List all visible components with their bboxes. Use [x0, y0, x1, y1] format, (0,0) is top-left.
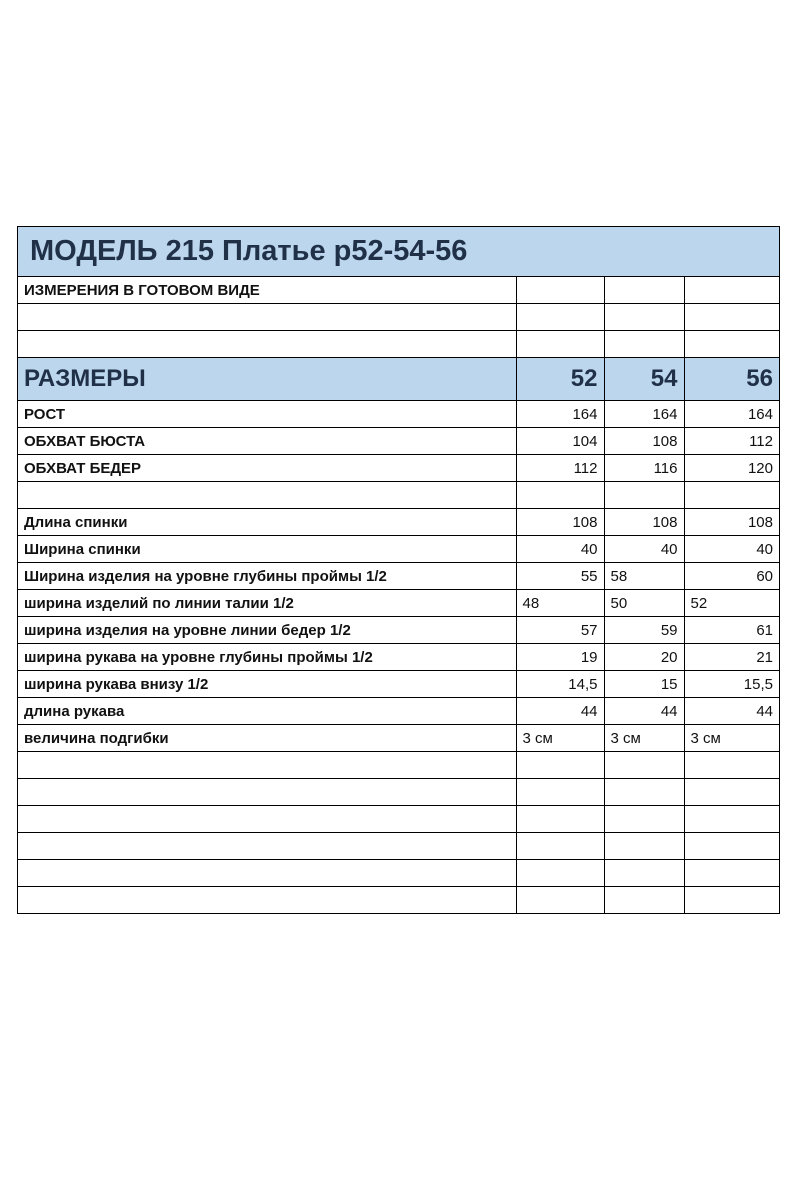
- value-56: 3 см: [684, 725, 779, 752]
- row-label: РОСТ: [18, 401, 516, 428]
- value-52: 48: [516, 590, 604, 617]
- value-56: 61: [684, 617, 779, 644]
- row-label: Ширина спинки: [18, 536, 516, 563]
- value-56: 164: [684, 401, 779, 428]
- value-56: 21: [684, 644, 779, 671]
- value-52: 57: [516, 617, 604, 644]
- table-row: [18, 860, 779, 887]
- table-row: [18, 644, 779, 671]
- value-54: 50: [604, 590, 684, 617]
- value-56: 44: [684, 698, 779, 725]
- table-row: [18, 482, 779, 509]
- value-52: 164: [516, 401, 604, 428]
- value-52: 108: [516, 509, 604, 536]
- row-label: ширина изделий по линии талии 1/2: [18, 590, 516, 617]
- table-row: [18, 698, 779, 725]
- value-52: 40: [516, 536, 604, 563]
- size-52: 52: [516, 358, 604, 401]
- table-row: [18, 536, 779, 563]
- measurements-subtitle: ИЗМЕРЕНИЯ В ГОТОВОМ ВИДЕ: [18, 277, 516, 304]
- table-row: [18, 590, 779, 617]
- table-row: [18, 277, 779, 304]
- row-label: ширина изделия на уровне линии бедер 1/2: [18, 617, 516, 644]
- table-row: [18, 833, 779, 860]
- chart-title: МОДЕЛЬ 215 Платье р52-54-56: [18, 227, 779, 277]
- value-56: 112: [684, 428, 779, 455]
- table-row: [18, 563, 779, 590]
- value-52: 112: [516, 455, 604, 482]
- size-56: 56: [684, 358, 779, 401]
- row-label: ОБХВАТ БЕДЕР: [18, 455, 516, 482]
- value-56: 108: [684, 509, 779, 536]
- value-54: 58: [604, 563, 684, 590]
- table-row: [18, 887, 779, 914]
- size-chart: [17, 226, 780, 914]
- value-56: 60: [684, 563, 779, 590]
- value-56: 40: [684, 536, 779, 563]
- row-label: величина подгибки: [18, 725, 516, 752]
- row-label: ширина рукава на уровне глубины проймы 1/2: [18, 644, 516, 671]
- value-52: 55: [516, 563, 604, 590]
- value-56: 15,5: [684, 671, 779, 698]
- table-row: [18, 304, 779, 331]
- table-row: [18, 455, 779, 482]
- table-row: [18, 671, 779, 698]
- value-54: 108: [604, 428, 684, 455]
- table-row: [18, 509, 779, 536]
- table-row: [18, 779, 779, 806]
- size-54: 54: [604, 358, 684, 401]
- row-label: ОБХВАТ БЮСТА: [18, 428, 516, 455]
- row-label: ширина рукава внизу 1/2: [18, 671, 516, 698]
- table-row: [18, 806, 779, 833]
- value-52: 104: [516, 428, 604, 455]
- value-54: 44: [604, 698, 684, 725]
- table-row: [18, 617, 779, 644]
- value-54: 108: [604, 509, 684, 536]
- value-52: 14,5: [516, 671, 604, 698]
- value-54: 40: [604, 536, 684, 563]
- table-row: [18, 401, 779, 428]
- table-row: [18, 428, 779, 455]
- table-row: [18, 331, 779, 358]
- row-label: Ширина изделия на уровне глубины проймы 1/2: [18, 563, 516, 590]
- value-54: 116: [604, 455, 684, 482]
- row-label: Длина спинки: [18, 509, 516, 536]
- row-label: длина рукава: [18, 698, 516, 725]
- table-row: [18, 725, 779, 752]
- table-row: [18, 752, 779, 779]
- value-56: 120: [684, 455, 779, 482]
- value-52: 19: [516, 644, 604, 671]
- value-54: 164: [604, 401, 684, 428]
- measurements-table: [18, 277, 779, 913]
- value-54: 3 см: [604, 725, 684, 752]
- value-52: 3 см: [516, 725, 604, 752]
- value-54: 20: [604, 644, 684, 671]
- value-56: 52: [684, 590, 779, 617]
- value-54: 15: [604, 671, 684, 698]
- value-54: 59: [604, 617, 684, 644]
- sizes-label: РАЗМЕРЫ: [18, 358, 516, 401]
- sizes-header-row: [18, 358, 779, 401]
- value-52: 44: [516, 698, 604, 725]
